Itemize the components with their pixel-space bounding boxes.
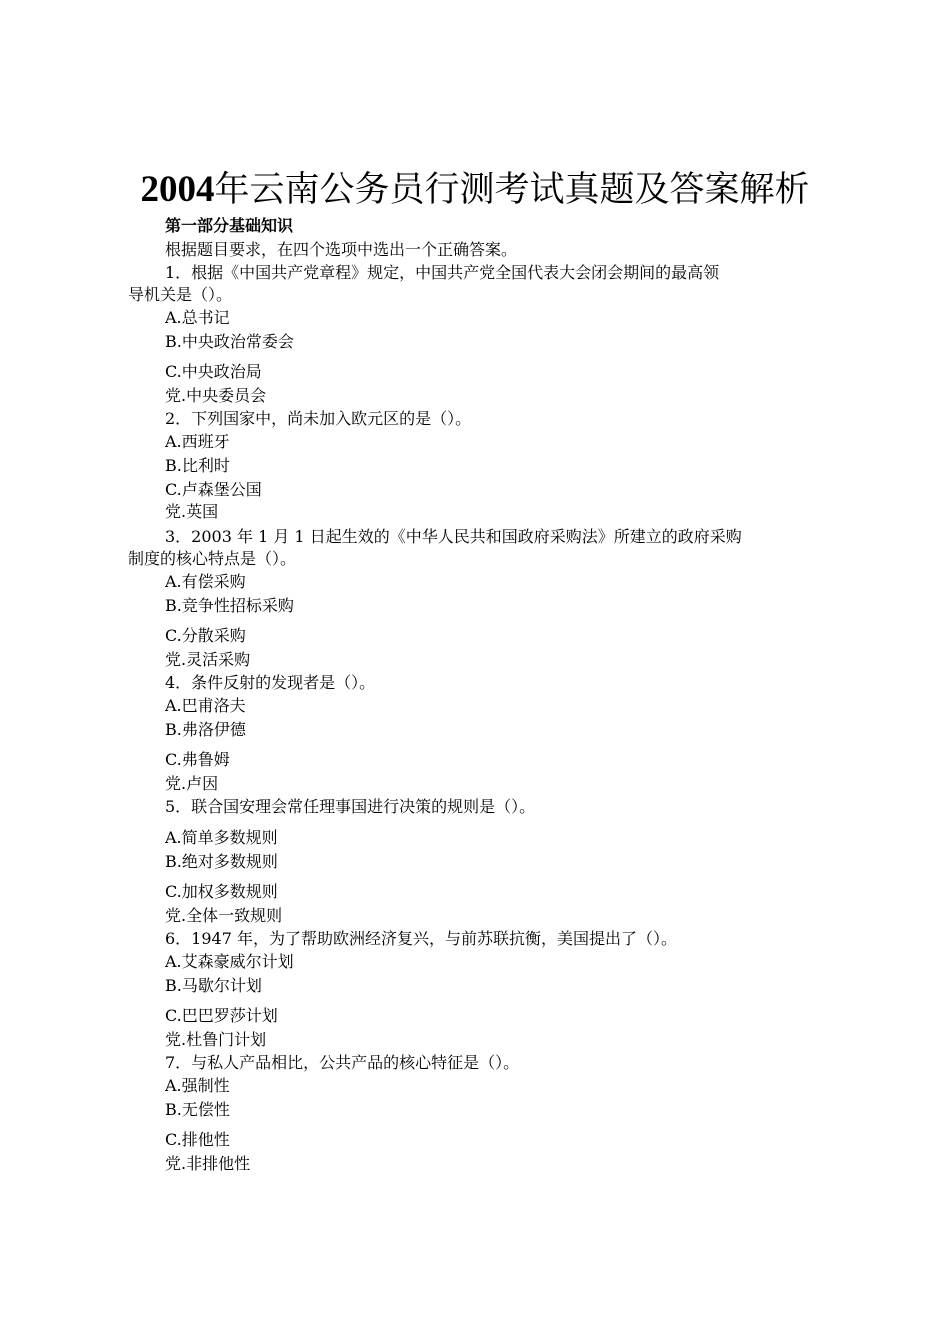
question-text: 6．1947 年，为了帮助欧洲经济复兴，与前苏联抗衡，美国提出了（）。 <box>165 929 677 948</box>
option-a: A.巴甫洛夫 <box>165 696 246 715</box>
option-c: C.弗鲁姆 <box>165 750 230 769</box>
option-d: 党.杜鲁门计划 <box>165 1030 267 1049</box>
question-4 <box>128 672 828 694</box>
option-a: A.艾森豪威尔计划 <box>165 952 294 971</box>
question-3 <box>128 526 828 570</box>
option-b: B.竞争性招标采购 <box>165 596 294 615</box>
option-c: C.排他性 <box>165 1130 230 1149</box>
question-text: 4．条件反射的发现者是（）。 <box>165 673 376 692</box>
option-b: B.弗洛伊德 <box>165 720 246 739</box>
question-text-continued: 制度的核心特点是（）。 <box>128 549 297 568</box>
question-6 <box>128 928 828 950</box>
option-b: B.绝对多数规则 <box>165 852 278 871</box>
option-c: C.加权多数规则 <box>165 882 278 901</box>
question-text: 5．联合国安理会常任理事国进行决策的规则是（）。 <box>165 797 536 816</box>
option-d: 党.卢因 <box>165 774 219 793</box>
option-b: B.中央政治常委会 <box>165 332 294 351</box>
document-title <box>0 168 950 212</box>
question-5 <box>128 796 828 818</box>
section-heading: 第一部分基础知识 <box>165 216 294 235</box>
question-7 <box>128 1052 828 1074</box>
option-d: 党.灵活采购 <box>165 650 251 669</box>
option-c: C.中央政治局 <box>165 362 262 381</box>
question-text-continued: 导机关是（）。 <box>128 285 233 304</box>
question-text: 1．根据《中国共产党章程》规定，中国共产党全国代表大会闭会期间的最高领 <box>165 263 720 282</box>
question-2 <box>128 408 828 430</box>
option-d: 党.全体一致规则 <box>165 906 283 925</box>
question-text: 2．下列国家中，尚未加入欧元区的是（）。 <box>165 409 472 428</box>
option-a: A.强制性 <box>165 1076 230 1095</box>
option-a: A.西班牙 <box>165 432 230 451</box>
option-a: A.简单多数规则 <box>165 828 278 847</box>
option-b: B.比利时 <box>165 456 230 475</box>
question-text: 7．与私人产品相比，公共产品的核心特征是（）。 <box>165 1053 520 1072</box>
option-d: 党.中央委员会 <box>165 386 267 405</box>
option-d: 党.非排他性 <box>165 1154 251 1173</box>
question-1 <box>128 262 828 306</box>
option-a: A.有偿采购 <box>165 572 246 591</box>
option-c: C.巴巴罗莎计划 <box>165 1006 278 1025</box>
option-b: B.无偿性 <box>165 1100 230 1119</box>
instructions: 根据题目要求，在四个选项中选出一个正确答案。 <box>165 240 518 259</box>
question-text: 3．2003 年 1 月 1 日起生效的《中华人民共和国政府采购法》所建立的政府采购 <box>165 527 742 546</box>
option-a: A.总书记 <box>165 308 230 327</box>
option-c: C.分散采购 <box>165 626 246 645</box>
title-text: 年云南公务员行测考试真题及答案解析 <box>214 170 810 210</box>
option-c: C.卢森堡公国 <box>165 480 262 499</box>
title-number: 2004 <box>140 169 215 210</box>
option-b: B.马歇尔计划 <box>165 976 262 995</box>
option-d: 党.英国 <box>165 502 219 521</box>
